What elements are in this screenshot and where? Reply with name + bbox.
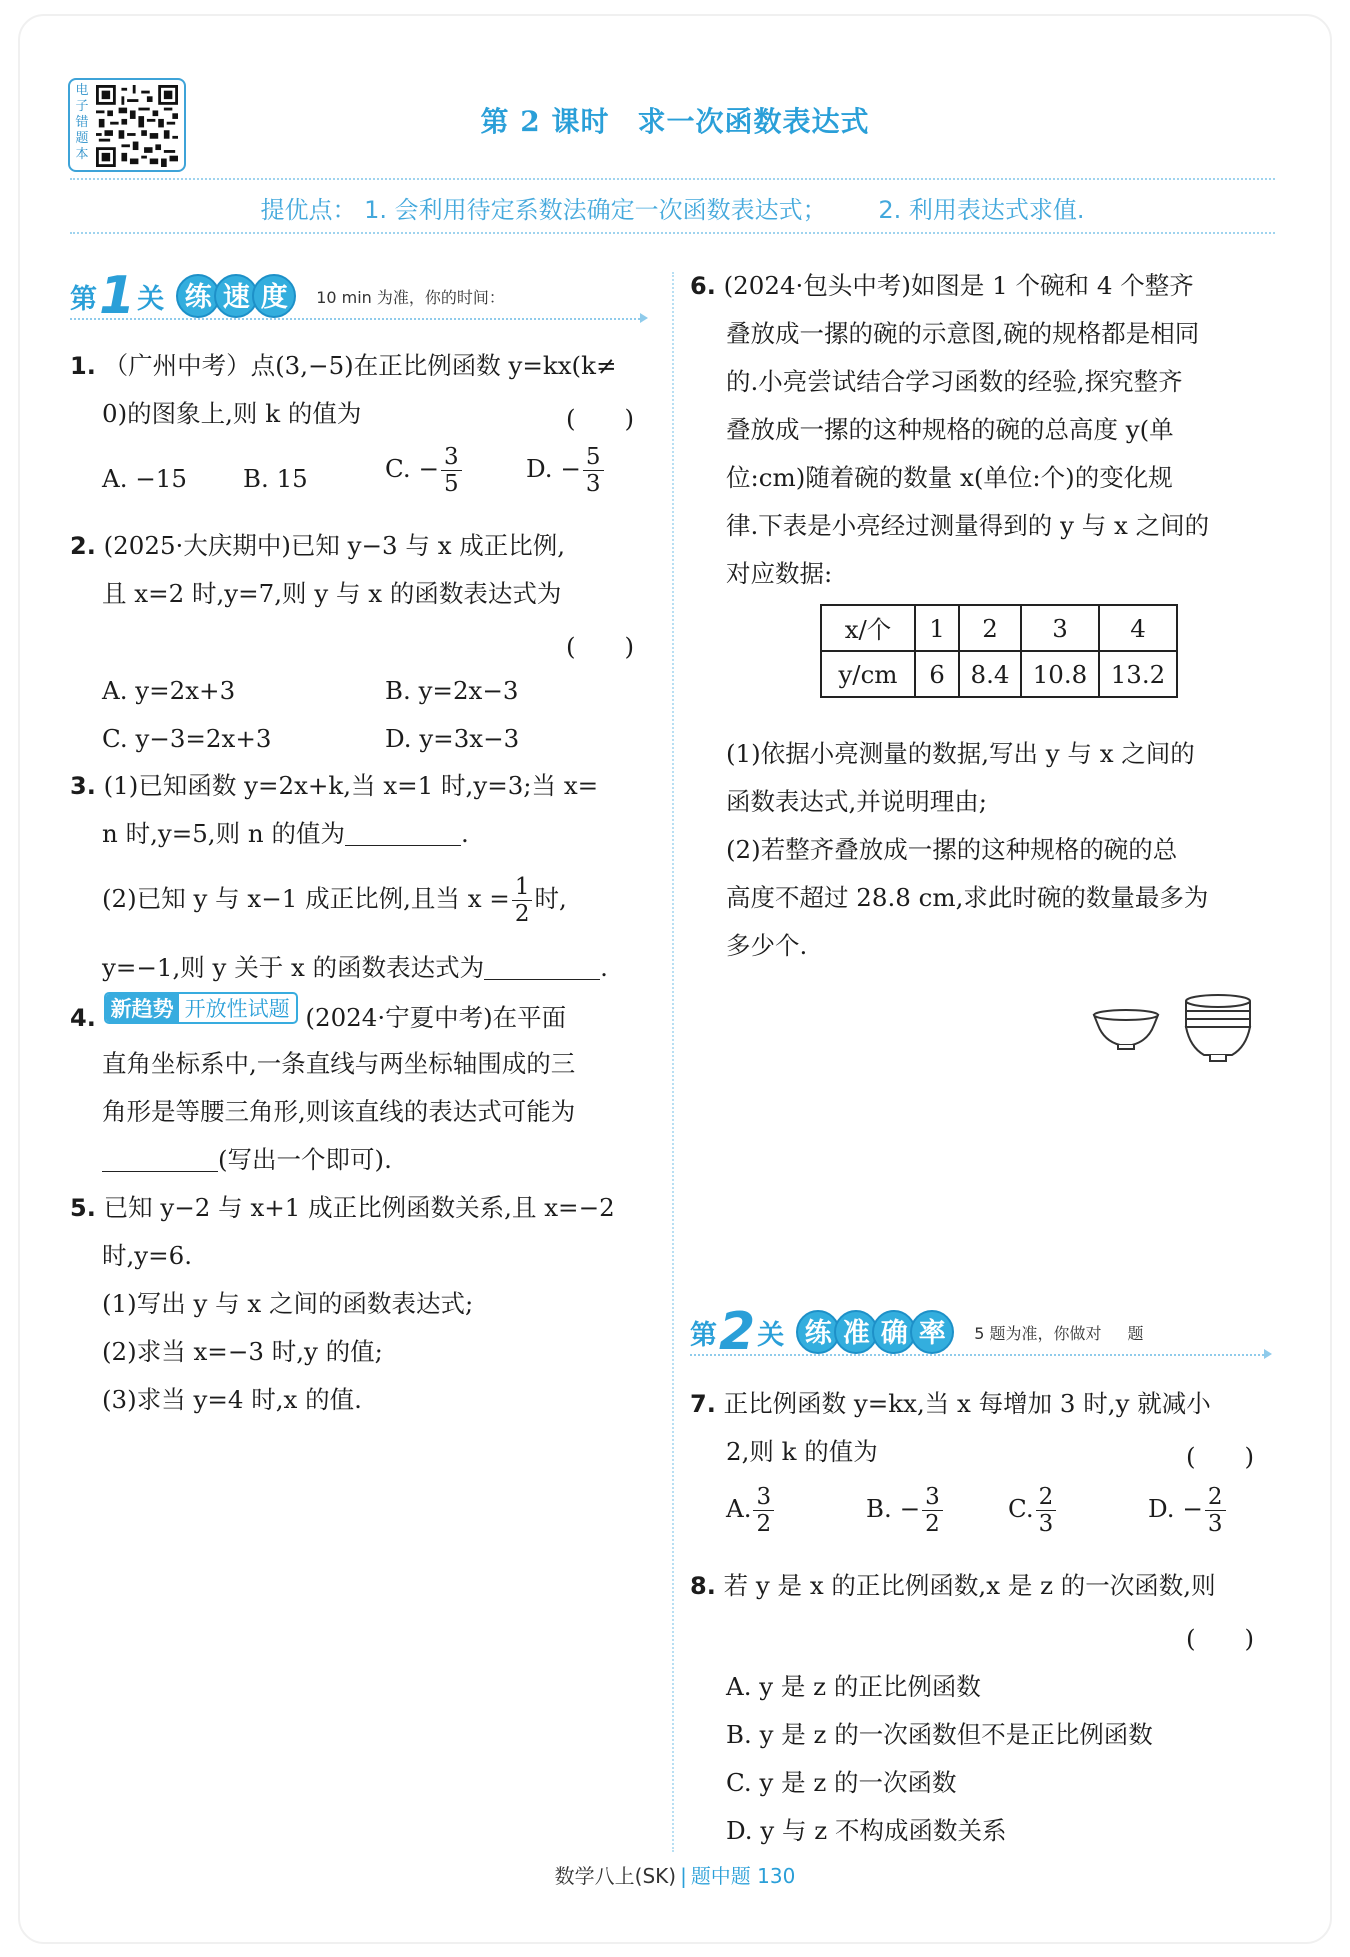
q7-option-a[interactable] — [726, 1484, 776, 1537]
q3-text-3: (2)已知 y 与 x−1 成正比例,且当 x = — [102, 884, 510, 913]
q2-option-c[interactable]: C. y−3=2x+3 — [102, 724, 272, 753]
q8-number: 8. — [690, 1572, 716, 1600]
objective-2: 2. 利用表达式求值. — [878, 196, 1085, 224]
q6-data-table — [820, 604, 1178, 698]
q2-option-d[interactable]: D. y=3x−3 — [385, 724, 520, 753]
numerator: 2 — [1036, 1484, 1057, 1511]
q3-text-2-end: . — [460, 819, 469, 848]
denominator: 2 — [925, 1511, 940, 1537]
footer-series: 题中题 — [690, 1864, 751, 1888]
section-1-title-char: 速 — [214, 274, 258, 318]
q7-option-c[interactable] — [1008, 1484, 1058, 1537]
table-cell: 3 — [1021, 605, 1099, 651]
q6-line-1 — [690, 262, 1194, 310]
q2-line-1 — [70, 522, 565, 570]
q7-option-d-fraction — [1205, 1484, 1226, 1537]
q7-text-1: 正比例函数 y=kx,当 x 每增加 3 时,y 就减小 — [723, 1389, 1211, 1418]
q6-text-1: (2024·包头中考)如图是 1 个碗和 4 个整齐 — [723, 271, 1194, 300]
q3-line-1 — [70, 762, 598, 810]
q7-line-1 — [690, 1380, 1211, 1428]
q8-option-c[interactable]: C. y 是 z 的一次函数 — [726, 1768, 957, 1797]
section-1-suffix: 关 — [137, 283, 165, 315]
q4-line-1 — [70, 992, 566, 1042]
denominator: 2 — [756, 1511, 772, 1537]
q3-text-2: n 时,y=5,则 n 的值为 — [102, 819, 345, 848]
q5-number: 5. — [70, 1194, 96, 1222]
denominator: 3 — [1207, 1511, 1223, 1537]
numerator: 2 — [1205, 1484, 1226, 1511]
q7-option-b-prefix: B. − — [866, 1494, 921, 1523]
q2-text-1: (2025·大庆期中)已知 y−3 与 x 成正比例, — [103, 531, 566, 560]
q3-line-2 — [102, 810, 469, 858]
section-1-number: 1 — [99, 266, 136, 326]
q4-text-3: 角形是等腰三角形,则该直线的表达式可能为 — [102, 1097, 576, 1126]
q8-line-1 — [690, 1562, 1216, 1610]
q4-text-1: (2024·宁夏中考)在平面 — [305, 1003, 567, 1032]
q2-number: 2. — [70, 532, 96, 560]
numerator: 1 — [512, 874, 533, 901]
numerator: 3 — [441, 444, 462, 471]
q5-part-3: (3)求当 y=4 时,x 的值. — [102, 1385, 362, 1414]
objective-1: 1. 会利用待定系数法确定一次函数表达式； — [364, 196, 827, 224]
section-1-prefix: 第 — [70, 283, 97, 315]
denominator: 3 — [585, 471, 601, 497]
q3-text-1: (1)已知函数 y=2x+k,当 x=1 时,y=3;当 x= — [103, 771, 599, 800]
q8-option-a[interactable]: A. y 是 z 的正比例函数 — [726, 1672, 981, 1701]
q1-option-a[interactable]: A. −15 — [102, 464, 187, 493]
section-1-banner — [70, 266, 505, 326]
q6-text-3: 的.小亮尝试结合学习函数的经验,探究整齐 — [726, 367, 1183, 396]
q5-line-1 — [70, 1184, 615, 1232]
numerator: 5 — [583, 444, 604, 471]
q1-option-c[interactable] — [385, 444, 464, 497]
q6-text-6: 律.下表是小亮经过测量得到的 y 与 x 之间的 — [726, 511, 1210, 540]
q4-text-2: 直角坐标系中,一条直线与两坐标轴围成的三 — [102, 1049, 576, 1078]
column-divider — [672, 272, 674, 1852]
q4-number: 4. — [70, 1004, 96, 1032]
q4-tag-trend: 新趋势 — [106, 994, 179, 1024]
q8-option-d[interactable]: D. y 与 z 不构成函数关系 — [726, 1816, 1007, 1845]
q1-option-c-fraction — [441, 444, 462, 497]
section-1-rule — [70, 318, 640, 320]
single-bowl-icon — [1094, 1010, 1158, 1049]
numerator: 3 — [922, 1484, 943, 1511]
table-cell: 1 — [915, 605, 959, 651]
section-2-title-char: 练 — [796, 1310, 840, 1354]
q5-part-2: (2)求当 x=−3 时,y 的值; — [102, 1337, 383, 1366]
q3-blank-1[interactable] — [345, 818, 461, 846]
q6-part-2-line-3: 多少个. — [726, 931, 808, 960]
stacked-bowls-icon — [1186, 995, 1250, 1061]
section-1-arrow-icon — [640, 313, 648, 323]
q1-option-d-prefix: D. − — [526, 454, 581, 483]
q2-option-a[interactable]: A. y=2x+3 — [102, 676, 236, 705]
q1-option-d[interactable] — [526, 444, 606, 497]
section-2-title — [796, 1310, 948, 1354]
q6-part-1-line-1: (1)依据小亮测量的数据,写出 y 与 x 之间的 — [726, 739, 1195, 768]
bowls-illustration — [1086, 975, 1286, 1095]
q3-fraction — [512, 874, 533, 927]
q3-blank-2[interactable] — [484, 952, 600, 980]
lesson-title — [0, 100, 1350, 140]
learning-objectives — [70, 190, 1275, 225]
q1-line-1 — [70, 342, 617, 390]
lesson-name: 求一次函数表达式 — [637, 105, 870, 138]
lesson-number: 第 2 课时 — [480, 105, 610, 138]
q8-answer-bracket[interactable]: ( ) — [1186, 1624, 1255, 1653]
table-cell: 13.2 — [1099, 651, 1177, 697]
section-1-title — [176, 274, 290, 318]
q7-option-a-fraction — [753, 1484, 774, 1537]
table-row — [821, 651, 1177, 697]
q2-answer-bracket[interactable]: ( ) — [566, 632, 635, 661]
q4-blank[interactable] — [102, 1144, 218, 1172]
q7-number: 7. — [690, 1390, 716, 1418]
numerator: 3 — [753, 1484, 774, 1511]
section-2-title-char: 确 — [872, 1310, 916, 1354]
q1-option-c-prefix: C. − — [385, 454, 439, 483]
denominator: 5 — [443, 471, 459, 497]
q6-text-2: 叠放成一摞的碗的示意图,碗的规格都是相同 — [726, 319, 1200, 348]
section-2-rule — [690, 1354, 1264, 1356]
page-number: 130 — [757, 1864, 796, 1888]
section-2-title-char: 率 — [910, 1310, 954, 1354]
q6-text-4: 叠放成一摞的这种规格的碗的总高度 y(单 — [726, 415, 1174, 444]
qr-label: 电子错题本 — [75, 83, 89, 162]
table-cell: 2 — [959, 605, 1021, 651]
section-2-title-char: 准 — [834, 1310, 878, 1354]
q8-text-1: 若 y 是 x 的正比例函数,x 是 z 的一次函数,则 — [723, 1571, 1216, 1600]
header-rule-bottom — [70, 232, 1275, 234]
q4-tag — [104, 992, 298, 1024]
q3-text-4-end: . — [600, 953, 608, 982]
section-2-score-note — [974, 1321, 1143, 1344]
table-cell: 10.8 — [1021, 651, 1099, 697]
q1-text-1: （广州中考）点(3,−5)在正比例函数 y=kx(k≠ — [103, 351, 617, 380]
section-1-time-note: 10 min 为准，你的时间： — [316, 287, 505, 307]
denominator: 3 — [1038, 1511, 1054, 1537]
q7-option-a-prefix: A. — [726, 1494, 752, 1523]
q7-option-d-prefix: D. − — [1148, 1494, 1203, 1523]
table-cell: 4 — [1099, 605, 1177, 651]
denominator: 2 — [514, 901, 530, 927]
objectives-prefix: 提优点： — [260, 196, 357, 224]
table-header-x: x/个 — [821, 605, 915, 651]
q7-option-b-fraction — [922, 1484, 943, 1537]
section-2-number: 2 — [719, 1302, 756, 1362]
table-row — [821, 605, 1177, 651]
q1-answer-bracket[interactable]: ( ) — [566, 404, 635, 433]
q6-text-7: 对应数据: — [726, 559, 833, 588]
section-2-banner — [690, 1302, 1143, 1362]
header-rule-top — [70, 178, 1275, 180]
q3-text-3-end: 时, — [534, 884, 567, 913]
q5-text-1: 已知 y−2 与 x+1 成正比例函数关系,且 x=−2 — [103, 1193, 615, 1222]
section-2-arrow-icon — [1264, 1349, 1272, 1359]
q2-option-b[interactable]: B. y=2x−3 — [385, 676, 519, 705]
footer-book: 数学八上(SK) — [554, 1864, 677, 1888]
q8-option-b[interactable]: B. y 是 z 的一次函数但不是正比例函数 — [726, 1720, 1153, 1749]
section-2-suffix: 关 — [757, 1319, 785, 1351]
q4-text-4: (写出一个即可). — [218, 1145, 392, 1174]
footer-separator: | — [680, 1864, 687, 1888]
q1-text-2: 0)的图象上,则 k 的值为 — [102, 399, 362, 428]
q7-option-b[interactable] — [866, 1484, 945, 1537]
q7-text-2: 2,则 k 的值为 — [726, 1437, 878, 1466]
q1-option-d-fraction — [583, 444, 604, 497]
q6-text-5: 位:cm)随着碗的数量 x(单位:个)的变化规 — [726, 463, 1173, 492]
q6-part-1-line-2: 函数表达式,并说明理由; — [726, 787, 988, 816]
q2-text-2: 且 x=2 时,y=7,则 y 与 x 的函数表达式为 — [102, 579, 562, 608]
q6-number: 6. — [690, 272, 716, 300]
section-2-score-unit: 题 — [1127, 1323, 1144, 1343]
section-2-prefix: 第 — [690, 1319, 717, 1351]
table-cell: 8.4 — [959, 651, 1021, 697]
q7-answer-bracket[interactable]: ( ) — [1186, 1442, 1255, 1471]
q3-line-4 — [102, 944, 608, 992]
q3-number: 3. — [70, 772, 96, 800]
q7-option-c-fraction — [1036, 1484, 1057, 1537]
section-1-title-char: 度 — [252, 274, 296, 318]
q4-line-4 — [102, 1136, 392, 1184]
q3-text-4: y=−1,则 y 关于 x 的函数表达式为 — [102, 953, 485, 982]
q6-part-2-line-2: 高度不超过 28.8 cm,求此时碗的数量最多为 — [726, 883, 1209, 912]
q7-option-d[interactable] — [1148, 1484, 1228, 1537]
table-header-y: y/cm — [821, 651, 915, 697]
q6-part-2-line-1: (2)若整齐叠放成一摞的这种规格的碗的总 — [726, 835, 1178, 864]
q5-part-1: (1)写出 y 与 x 之间的函数表达式; — [102, 1289, 474, 1318]
section-1-title-char: 练 — [176, 274, 220, 318]
page-footer — [0, 1860, 1350, 1889]
q3-line-3 — [102, 874, 567, 927]
q1-number: 1. — [70, 352, 96, 380]
table-cell: 6 — [915, 651, 959, 697]
q4-tag-type: 开放性试题 — [184, 997, 290, 1021]
q7-option-c-prefix: C. — [1008, 1494, 1034, 1523]
q1-option-b[interactable]: B. 15 — [243, 464, 308, 493]
section-2-score-text: 5 题为准，你做对 — [974, 1323, 1102, 1343]
q5-text-2: 时,y=6. — [102, 1241, 193, 1270]
